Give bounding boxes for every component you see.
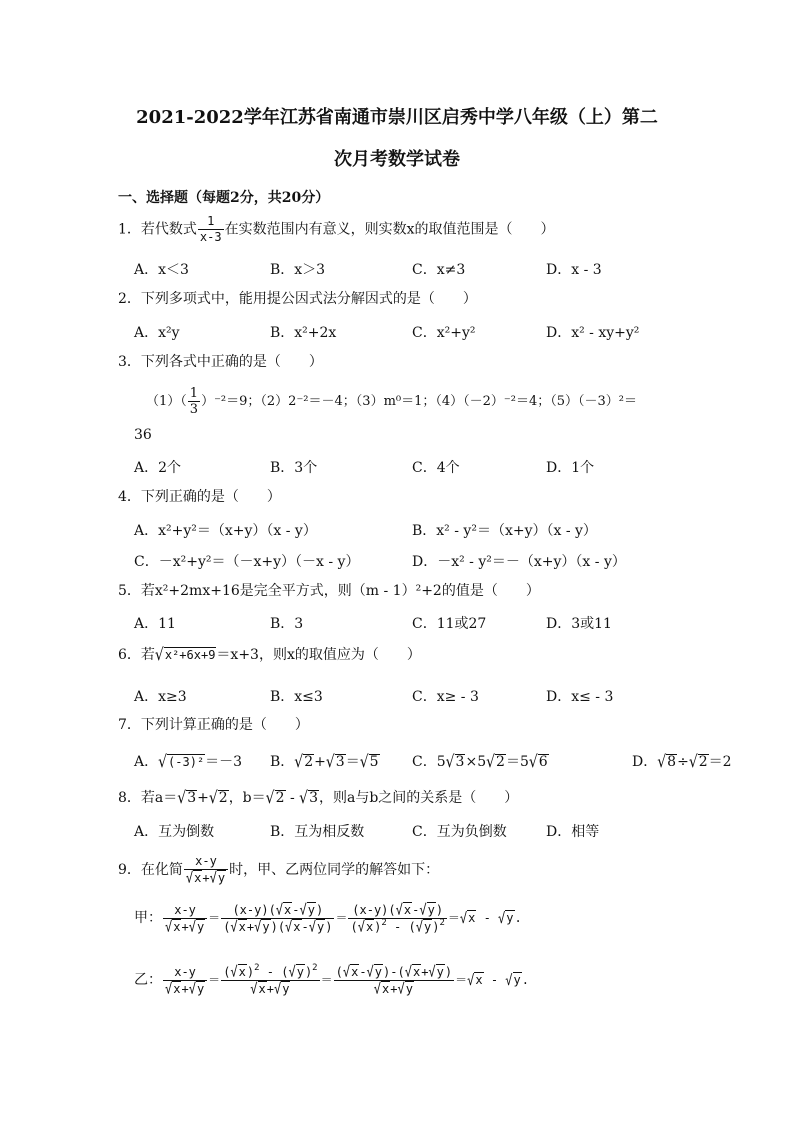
question-2-stem: 2．下列多项式中，能用提公因式法分解因式的是（ ） (118, 291, 477, 307)
q2-option-d[interactable]: D．x² - xy+y² (546, 325, 640, 341)
q9-jia-f2-y: y (307, 903, 315, 917)
question-4-options-row1 (134, 520, 694, 540)
q9-jia-f2-dplus: + (246, 920, 255, 934)
question-4-options-row2 (134, 551, 694, 571)
question-7-stem: 7．下列计算正确的是（ ） (118, 717, 309, 733)
sqrt-icon: √5 (359, 752, 379, 772)
q7-option-a[interactable] (134, 751, 242, 771)
q9-jia-f2-x: x (284, 903, 292, 917)
q9-yi-f1-num: x-y (174, 964, 196, 979)
q9-yi-f3-dx: x (382, 982, 390, 996)
q1-option-a[interactable]: A．x＜3 (134, 262, 189, 278)
q9-yi-frac3: $\frac{(√x-√y)-(√x+√y)}{√x+√y}$ (335, 963, 453, 998)
q3-formula-part1: （1）（ (146, 394, 187, 409)
q9-jia-res-y: y (506, 911, 514, 925)
q5-option-c[interactable]: C．11或27 (412, 616, 487, 632)
q7-option-d[interactable] (632, 751, 732, 771)
sqrt-icon: √8 (657, 752, 677, 772)
q9-yi-f2-dy: y (282, 982, 290, 996)
section-heading-choice: 一、选择题（每题2分，共20分） (118, 190, 330, 206)
q9-jia-f2-dy1: y (262, 920, 270, 934)
q2-option-a[interactable]: A．x²y (134, 325, 180, 341)
q9-yi-f1-plus: + (181, 981, 189, 996)
question-1-stem (118, 214, 555, 245)
q9-yi-f3-x2: x (412, 965, 421, 979)
q7-a-radicand: (-3)² (168, 755, 205, 769)
q9-suffix: 时，甲、乙两位同学的解答如下： (229, 862, 440, 878)
q9-yi-f3-x1: x (351, 965, 359, 979)
q8-minus: - (285, 790, 300, 806)
q9-jia-f3-dx: x (365, 920, 374, 934)
q9-yi-frac2: $\frac{(√x)^2 - (√y)^2}{√x+√y}$ (223, 963, 318, 998)
q9-solution-yi: 乙： $\frac{x-y}{√x+√y}$ ＝ $\frac{(√x)^2 - (√y)^2}{√x+√y}$ ＝ $\frac{(√x-√y)-(√x+√y)}{√x+√y}$ ＝√x - √y. (134, 963, 529, 998)
q3-frac-den: 3 (189, 402, 199, 417)
q9-jia-f3-dy: y (423, 920, 432, 934)
question-5-options (134, 613, 694, 633)
q9-yi-f2-dplus: + (266, 982, 274, 996)
q9-yi-f3-m2: - (390, 965, 398, 979)
q9-yi-eq2: ＝ (320, 973, 333, 987)
q7-d-div: ÷ (677, 754, 689, 770)
q9-yi-f3-p: + (421, 965, 429, 979)
q9-yi-eq3: ＝ (455, 973, 468, 987)
q1-option-c[interactable]: C．x≠3 (412, 262, 466, 278)
q9-jia-frac1: $\frac{x-y}{√x+√y}$ (163, 903, 207, 935)
q5-option-b[interactable]: B．3 (270, 616, 304, 632)
question-3-formula-cont: 36 (134, 427, 152, 443)
q9-yi-f1-y: y (196, 981, 205, 996)
q6-prefix: 6．若 (118, 647, 155, 663)
q7-d-r2: 2 (698, 754, 708, 770)
q7-a-label: A． (134, 754, 159, 770)
q7-option-b[interactable] (270, 751, 380, 771)
q8-a-r2: 2 (218, 790, 228, 806)
q3-formula-part2: ）⁻²＝9；（2）2⁻²＝－4；（3）m⁰＝1；（4）（－2）⁻²＝4；（5）（－3）²＝ (201, 394, 638, 409)
q3-option-d[interactable]: D．1个 (546, 460, 595, 476)
q9-den-x: x (194, 871, 202, 885)
q9-jia-eq3: ＝ (447, 911, 460, 925)
q5-option-d[interactable]: D．3或11 (546, 616, 612, 632)
question-6-stem (118, 646, 421, 664)
q9-jia-f3-y: y (427, 903, 435, 917)
q9-jia-f1-plus: + (181, 919, 189, 934)
q7-c-r3: 3 (455, 754, 465, 770)
q3-option-a[interactable]: A．2个 (134, 460, 182, 476)
q9-jia-res-x: x (468, 911, 476, 925)
q8-b-r3: 3 (309, 790, 318, 806)
q8-text-b: ，b＝ (228, 790, 266, 806)
q7-c-label: C．5 (412, 754, 446, 770)
question-3-options (134, 457, 694, 477)
q9-jia-f3-xy: (x-y) (352, 903, 389, 917)
q3-option-b[interactable]: B．3个 (270, 460, 318, 476)
sqrt-icon: √2 (688, 752, 708, 772)
q9-yi-f2-x: x (238, 965, 246, 979)
q6-option-a[interactable]: A．x≥3 (134, 689, 187, 705)
q4-option-b[interactable]: B．x² - y²＝（x+y）（x - y） (412, 523, 597, 539)
q7-b-eq: ＝ (345, 754, 360, 770)
sqrt-icon: √6 (528, 752, 548, 772)
q9-yi-f3-dplus: + (390, 982, 398, 996)
q2-option-b[interactable]: B．x²+2x (270, 325, 337, 341)
q9-yi-f3-dy: y (405, 982, 413, 996)
q9-jia-eq2: ＝ (335, 911, 348, 925)
q9-num: x-y (195, 854, 217, 868)
q9-jia-f1-x: x (173, 919, 181, 934)
q2-option-c[interactable]: C．x²+y² (412, 325, 476, 341)
q9-yi-f2-sup2: 2 (312, 963, 318, 973)
q1-suffix: 在实数范围内有意义，则实数x的取值范围是（ ） (224, 221, 555, 238)
q7-c-eq: ＝5 (505, 754, 529, 770)
q9-yi-f3-m1: - (359, 965, 367, 979)
q9-jia-f3-x: x (403, 903, 412, 917)
sqrt-icon: √2 (208, 788, 228, 808)
q9-jia-f2-dy2: y (316, 920, 325, 934)
q7-d-r8: 8 (667, 754, 677, 770)
sqrt-icon: √2 (265, 788, 285, 808)
q9-yi-res-y: y (513, 973, 521, 987)
q8-plus: + (197, 790, 209, 806)
sqrt-icon: √3 (325, 752, 345, 772)
q8-a-r3: 3 (187, 790, 197, 806)
question-5-stem: 5．若x²+2mx+16是完全平方式，则（m - 1）²+2的值是（ ） (118, 583, 540, 599)
q9-yi-f2-minus: - (259, 965, 282, 979)
q9-jia-f3-dminus: - (386, 920, 409, 934)
q9-jia-f3-sup1: 2 (381, 918, 387, 928)
q9-yi-eq1: ＝ (208, 973, 221, 987)
q9-jia-f2-minus: - (292, 903, 300, 917)
q6-sqrt: √x²+6x+9 (154, 645, 216, 665)
q6-option-c[interactable]: C．x≥ - 3 (412, 689, 479, 705)
q4-option-d[interactable]: D．－x² - y²＝－（x+y）（x - y） (412, 554, 626, 570)
q9-yi-f2-y: y (296, 965, 304, 979)
q3-option-c[interactable]: C．4个 (412, 460, 460, 476)
q9-jia-f3-minus: - (412, 903, 420, 917)
q9-yi-f1-x: x (173, 981, 181, 996)
question-7-options (134, 751, 732, 773)
q9-jia-label: 甲： (134, 910, 162, 926)
q9-yi-f2-sup1: 2 (254, 963, 260, 973)
q9-yi-frac1: $\frac{x-y}{√x+√y}$ (163, 965, 207, 997)
question-8-options (134, 821, 694, 841)
q6-radicand: x²+6x+9 (164, 648, 216, 662)
q7-a-sqrt: √(-3)² (158, 752, 205, 772)
q4-option-c[interactable]: C．－x²+y²＝（－x+y）（－x - y） (134, 554, 360, 570)
sqrt-icon: √3 (299, 788, 318, 808)
q7-d-label: D． (632, 754, 658, 770)
q3-fraction (188, 386, 200, 417)
q9-jia-f1-y: y (196, 919, 205, 934)
question-1-options (134, 259, 694, 279)
q9-jia-f2-dx2: x (293, 920, 301, 934)
q7-b-r3: 3 (335, 754, 345, 770)
q7-c-r6: 6 (538, 754, 548, 770)
q9-jia-res-minus: - (476, 911, 499, 925)
q6-option-b[interactable]: B．x≤3 (270, 689, 323, 705)
q7-b-plus: + (314, 754, 326, 770)
q9-jia-dot: . (514, 911, 522, 925)
question-8-stem (118, 789, 518, 807)
q7-b-label: B． (270, 754, 295, 770)
question-6-options (134, 686, 694, 706)
q4-option-a[interactable]: A．x²+y²＝（x+y）（x - y） (134, 523, 317, 539)
q7-c-r2: 2 (496, 754, 505, 770)
q8-option-d[interactable]: D．相等 (546, 824, 600, 840)
question-4-stem: 4．下列正确的是（ ） (118, 489, 281, 505)
q1-prefix: 1．若代数式 (118, 221, 197, 238)
exam-title-line1: 2021-2022学年江苏省南通市崇川区启秀中学八年级（上）第二 (136, 107, 658, 128)
q7-b-r5: 5 (369, 754, 379, 770)
q9-jia-f1-num: x-y (174, 902, 196, 917)
exam-title-line2: 次月考数学试卷 (334, 149, 460, 170)
q7-d-eq: ＝2 (708, 754, 732, 770)
q8-option-b[interactable]: B．互为相反数 (270, 824, 365, 840)
q8-text-a: 8．若a＝ (118, 790, 178, 806)
q1-frac-num: 1 (207, 214, 215, 228)
q9-yi-f3-y2: y (436, 965, 444, 979)
q9-jia-f2-xy: (x-y) (232, 903, 269, 917)
q7-option-c[interactable] (412, 751, 549, 771)
q9-solution-jia: 甲： $\frac{x-y}{√x+√y}$ ＝ $\frac{(x-y)(√x-√y)}{(√x+√y)(√x-√y)}$ ＝ $\frac{(x-y)(√x-√y)}{(√x)^2 - (√y)^2}$ ＝√x - √y. (134, 901, 522, 936)
sqrt-icon: √2 (294, 752, 314, 772)
q9-yi-f3-y1: y (374, 965, 383, 979)
q9-jia-frac3: $\frac{(x-y)(√x-√y)}{(√x)^2 - (√y)^2}$ (350, 901, 445, 936)
q9-den-plus: + (202, 871, 210, 885)
question-3-formula (146, 386, 637, 417)
question-2-options (134, 322, 694, 342)
q9-yi-res-x: x (475, 973, 483, 987)
q9-jia-f2-dx1: x (238, 920, 246, 934)
q9-jia-eq1: ＝ (208, 911, 221, 925)
q1-option-b[interactable]: B．x＞3 (270, 262, 326, 278)
q9-den-y: y (217, 871, 226, 885)
q9-prefix: 9．在化简 (118, 862, 183, 878)
q9-jia-f2-dminus: - (301, 920, 309, 934)
sqrt-icon: √3 (445, 752, 465, 772)
q8-option-c[interactable]: C．互为负倒数 (412, 824, 507, 840)
q8-option-a[interactable]: A．互为倒数 (134, 824, 215, 840)
q1-option-d[interactable]: D．x - 3 (546, 262, 602, 278)
q8-b-r2: 2 (275, 790, 285, 806)
q9-jia-frac2: $\frac{(x-y)(√x-√y)}{(√x+√y)(√x-√y)}$ (223, 901, 333, 936)
question-3-stem: 3．下列各式中正确的是（ ） (118, 354, 323, 370)
q9-jia-f3-sup2: 2 (439, 918, 445, 928)
q7-b-r2: 2 (304, 754, 314, 770)
q9-yi-label: 乙： (134, 972, 162, 988)
question-9-stem (118, 854, 439, 886)
q9-yi-res-minus: - (483, 973, 506, 987)
q6-option-d[interactable]: D．x≤ - 3 (546, 689, 614, 705)
q5-option-a[interactable]: A．11 (134, 616, 176, 632)
sqrt-icon: √3 (177, 788, 197, 808)
sqrt-icon: √2 (486, 752, 505, 772)
q9-fraction: $\frac{x-y}{√x+√y}$ (184, 854, 228, 886)
q7-c-times: ×5 (465, 754, 487, 770)
q1-fraction (198, 214, 224, 245)
q7-a-rest: ＝－3 (205, 754, 243, 770)
q3-frac-num: 1 (189, 386, 199, 401)
q6-suffix: ＝x+3，则x的取值应为（ ） (216, 647, 421, 663)
q9-yi-dot: . (521, 973, 529, 987)
q9-yi-f2-dx: x (258, 982, 266, 996)
q1-frac-den: x-3 (199, 230, 222, 244)
q8-text-c: ，则a与b之间的关系是（ ） (318, 790, 519, 806)
